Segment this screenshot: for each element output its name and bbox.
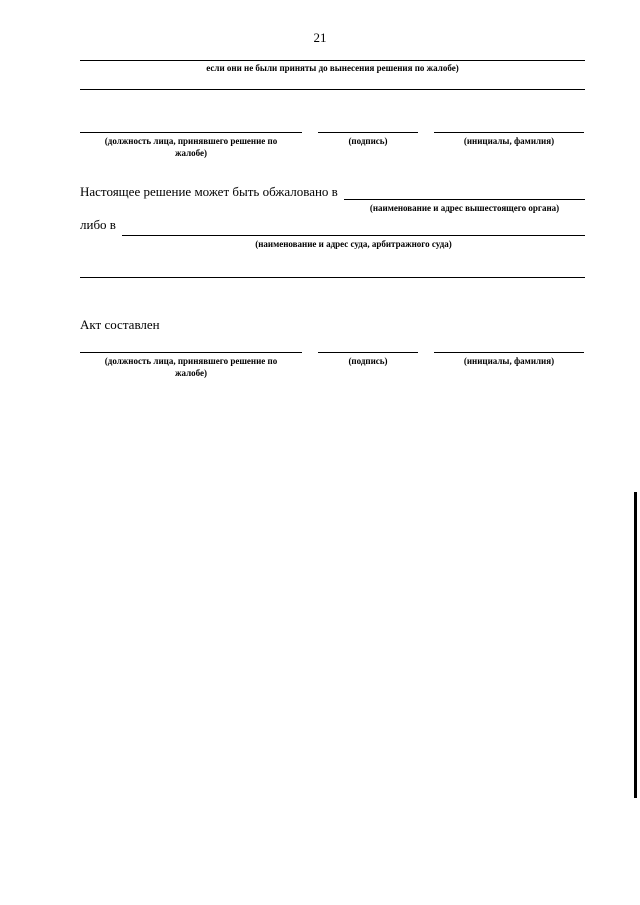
position-label-line1: (должность лица, принявшего решение по — [104, 136, 278, 146]
position-label-2-line1: (должность лица, принявшего решение по — [104, 356, 278, 366]
position-line — [80, 132, 302, 133]
authority-line — [344, 199, 585, 200]
authority-label: (наименование и адрес вышестоящего органа) — [369, 203, 560, 213]
decision-note-label: если они не были приняты до вынесения решения по жалобе) — [206, 63, 459, 73]
position-label-line2: жалобе) — [174, 148, 208, 158]
court-line-continued — [80, 277, 585, 278]
position-label-2 — [80, 355, 302, 379]
form-line-blank — [80, 89, 585, 90]
appeal-text: Настоящее решение может быть обжаловано в — [80, 184, 338, 199]
court-line — [122, 235, 585, 236]
scan-edge-bar — [634, 492, 637, 798]
signature-line — [318, 132, 418, 133]
signature-line-2 — [318, 352, 418, 353]
position-label — [80, 135, 302, 159]
court-label: (наименование и адрес суда, арбитражного суда) — [255, 239, 452, 249]
or-text: либо в — [80, 217, 116, 232]
name-label: (инициалы, фамилия) — [463, 136, 555, 146]
name-line — [434, 132, 584, 133]
signature-label: (подпись) — [348, 136, 388, 146]
position-line-2 — [80, 352, 302, 353]
name-line-2 — [434, 352, 584, 353]
form-line-top — [80, 60, 585, 61]
name-label-2: (инициалы, фамилия) — [463, 356, 555, 366]
act-title: Акт составлен — [80, 317, 160, 332]
position-label-2-line2: жалобе) — [174, 368, 208, 378]
signature-label-2: (подпись) — [348, 356, 388, 366]
page-number: 21 — [313, 30, 327, 45]
